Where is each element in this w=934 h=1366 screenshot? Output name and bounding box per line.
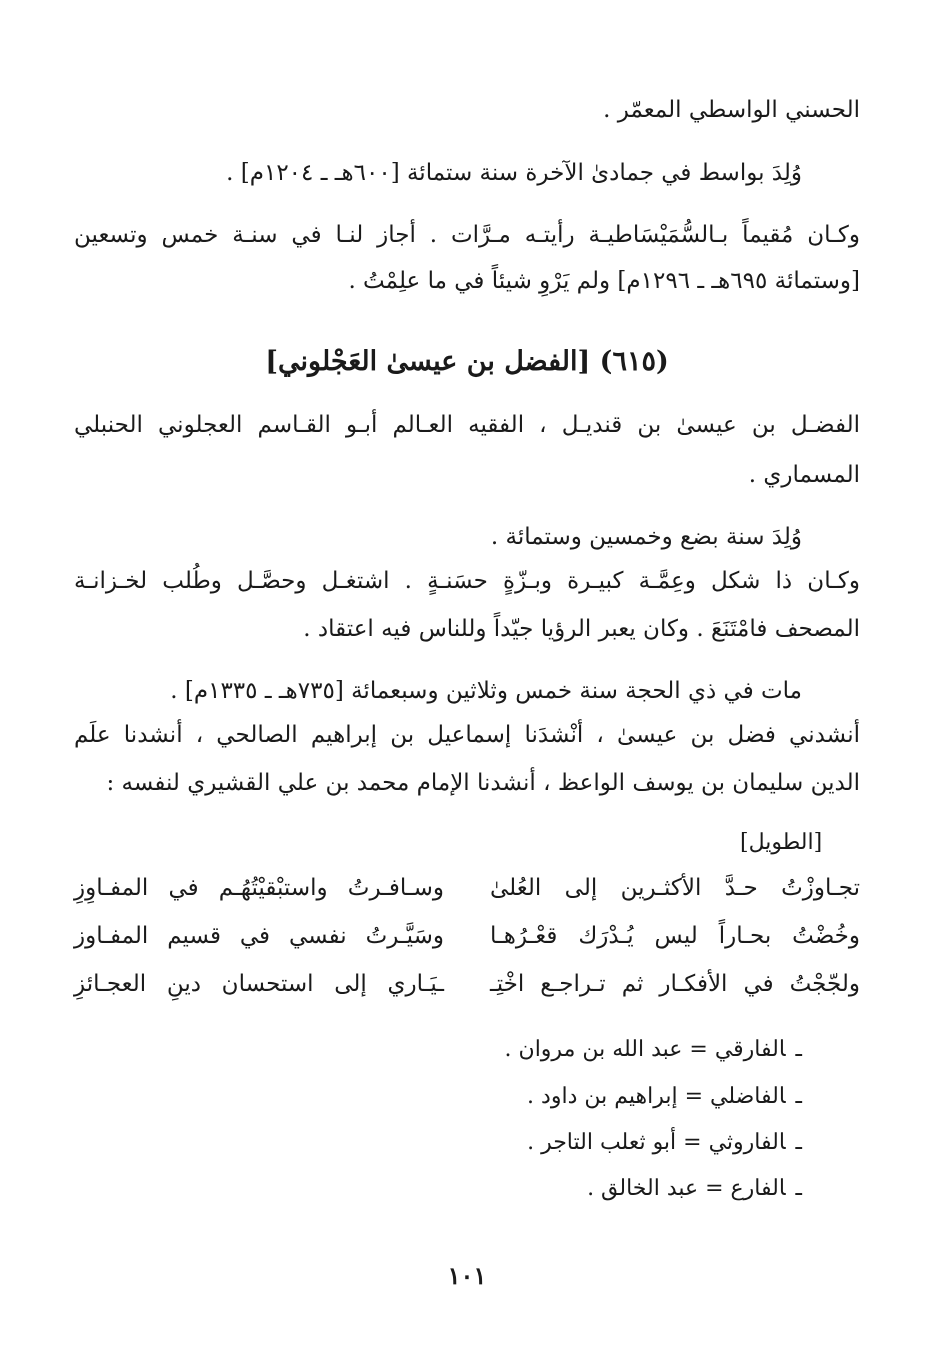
poem-verse [74,918,860,954]
poem-verse [74,870,860,906]
intro-line-1: الحسني الواسطي المعمّر . [603,97,860,123]
entry-p4: مات في ذي الحجة سنة خمس وثلاثين وسبعمائة [٧٣٥هـ ـ ١٣٣٥م] . [170,678,802,704]
note-item [527,1080,802,1114]
entry-p3-line-1: وكـان ذا شكل وعِمَّـة كبيـرة وبـزّةٍ حسَنـةٍ . اشتغـل وحصَّـل وطُلب لخـزانـة [74,568,860,594]
entry-p3-line-2: المصحف فامْتَنَعَ . وكان يعبر الرؤيا جيّداً وللناس فيه اعتقاد . [303,616,860,642]
verse-second-hemistich: وسـافـرتُ واستبْقيْتُهُـم في المفـاوِزِ [74,875,444,901]
note-item [587,1172,802,1206]
entry-heading: (٦١٥) [الفضل بن عيسىٰ العَجْلوني] [265,346,669,377]
note-dash: ـ [795,1130,802,1155]
entry-p2: وُلِدَ سنة بضع وخمسين وستمائة . [490,524,802,550]
poem-verse [74,966,860,1002]
intro-line-2: وُلِدَ بواسط في جمادىٰ الآخرة سنة ستمائة [٦٠٠هـ ـ ١٢٠٤م] . [226,160,802,186]
poem-meter: [الطويل] [740,830,823,855]
note-item [505,1033,802,1067]
verse-first-hemistich: وخُضْتُ بحـاراً ليس يُـدْرَك قعْـرُهـا [490,923,860,949]
note-text: الفاضلي = إبراهيم بن داود . [527,1084,786,1109]
note-text: الفاروثي = أبو ثعلب التاجر . [527,1130,786,1155]
page-number: ١٠١ [447,1261,487,1290]
entry-p5-line-1: أنشدني فضل بن عيسىٰ ، أنْشدَنا إسماعيل بن إبراهيم الصالحي ، أنشدنا علَم [74,722,860,748]
note-text: الفارقي = عبد الله بن مروان . [504,1037,786,1062]
verse-second-hemistich: ـيَـاري إلى استحسان دينِ العجـائزِ [74,971,444,997]
note-item [527,1126,802,1160]
note-dash: ـ [795,1037,802,1062]
verse-first-hemistich: ولجّجْتُ في الأفكـار ثم تـراجـع اخْتِـ [490,971,860,997]
intro-line-4: [وستمائة ٦٩٥هـ ـ ١٢٩٦م] ولم يَرْوِ شيئاً في ما علِمْتُ . [348,268,860,294]
note-dash: ـ [795,1084,802,1109]
verse-first-hemistich: تجـاوزْتُ حـدَّ الأكثـرين إلى العُلىٰ [490,875,860,901]
entry-p5-line-2: الدين سليمان بن يوسف الواعظ ، أنشدنا الإمام محمد بن علي القشيري لنفسه : [106,770,860,796]
note-dash: ـ [795,1176,802,1201]
intro-line-3: وكـان مُقيماً بـالسُّمَيْسَاطيـة رأيتـه مـرَّات . أجاز لنـا في سنـة خمس وتسعين [74,222,860,248]
note-text: الفارع = عبد الخالق . [587,1176,786,1201]
entry-p1-line-1: الفضـل بن عيسىٰ بن قنديـل ، الفقيه العـالم أبـو القـاسم العجلوني الحنبلي [74,412,860,438]
verse-second-hemistich: وسَيَّـرتُ نفسي في قسيم المفـاوز [74,923,444,949]
entry-p1-line-2: المسماري . [748,462,860,488]
